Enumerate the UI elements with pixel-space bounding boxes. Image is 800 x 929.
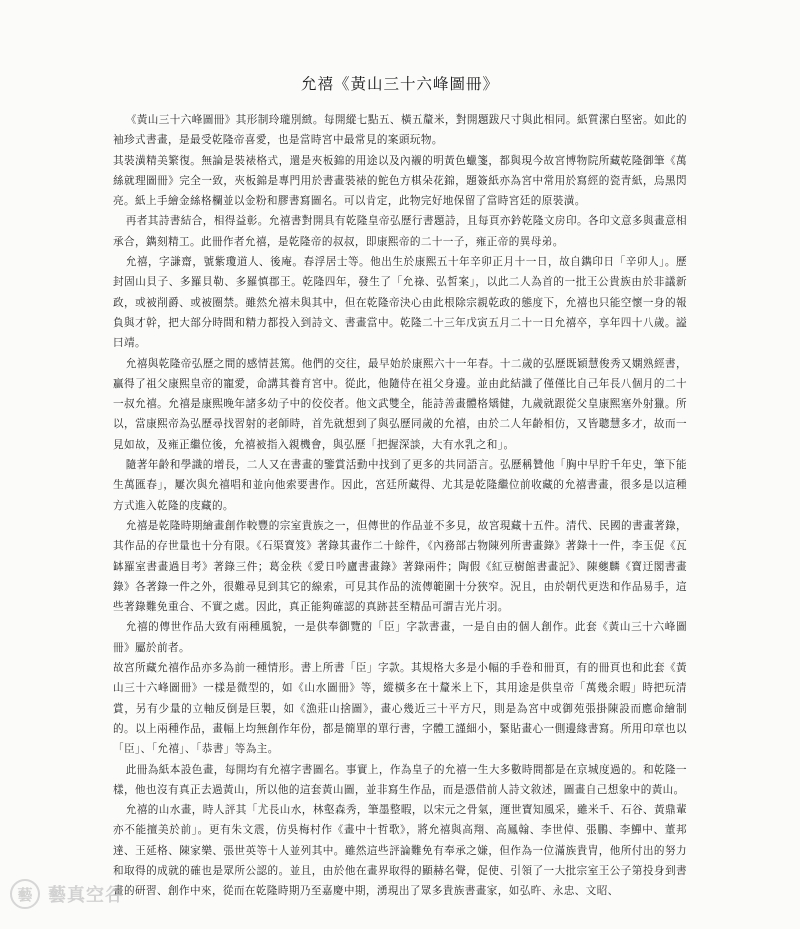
paragraph: 故宮所藏允禧作品亦多為前一種情形。書上所書「臣」字款。其規格大多是小幅的手卷和冊頁，有的冊頁也和此套《黃山三十六峰圖冊》一樣是微型的，如《山水圖冊》等，縱橫多在十釐米上下，其用途是供皇帝「萬幾余暇」時把玩清賞，另有少量的立軸反倒是巨製，如《漁莊山捨圖》，畫心幾近三十平方尺，則是為宮中或御苑張掛陳設而應命繪制的。以上兩種作品，畫幅上均無創作年份，都是簡單的單行書，字體工謹細小，緊貼畫心一側邊緣書寫。所用印章也以「臣」、「允禧」、「恭書」等為主。	[113, 662, 687, 756]
paragraph: 再者其詩書結合，相得益彰。允禧書對開具有乾隆皇帝弘歷行書題詩，且每頁亦鈐乾隆文房印。各印文意多與畫意相承合，鐫刻精工。此冊作者允禧，是乾隆帝的叔叔，即康熙帝的二十一子，雍正帝的異母弟。	[113, 215, 687, 248]
document-body	[113, 110, 687, 902]
paragraph: 隨著年齡和學識的增長，二人又在書畫的鑒賞活動中找到了更多的共同語言。弘歷稱贊他「胸中早貯千年史，筆下能生萬匯春」，屢次與允禧唱和並向他索要書作。因此，宮廷所藏得、尤其是乾隆繼位前收藏的允禧書畫，很多是以這種方式進入乾隆的庋藏的。	[113, 459, 687, 512]
paragraph: 此冊為紙本設色畫，每開均有允禧字書圖名。事實上，作為皇子的允禧一生大多數時間都是在京城度過的。和乾隆一樣，他也沒有真正去過黃山，所以他的這套黃山圖，並非寫生作品，而是憑借前人詩文敘述，圖畫自己想象中的黃山。	[113, 763, 687, 796]
paragraph: 允禧的傳世作品大致有兩種風貌，一是供奉御覽的「臣」字款書畫，一是自由的個人創作。此套《黃山三十六峰圖冊》屬於前者。	[113, 621, 687, 654]
watermark	[10, 874, 124, 914]
paragraph: 允禧是乾隆時期繪畫創作較豐的宗室貴族之一，但傳世的作品並不多見，故宮現藏十五件。清代、民國的書畫著錄，其作品的存世量也十分有限。《石渠寶笈》著錄其畫作二十餘件，《內務部古物陳列所書畫錄》著錄十一件，李玉促《瓦缽羅室書畫過目考》著錄三件；葛金秩《愛日吟廬書畫錄》著錄兩件；陶假《紅豆樹館書畫記》、陳夔麟《寶迂閣書畫錄》各著錄一件之外，很難尋見到其它的線索，可見其作品的流傳範圍十分狹窄。況且，由於朝代更迭和作品易手，這些著錄難免重合、不實之處。因此，真正能夠確認的真跡甚至精品可謂吉光片羽。	[113, 519, 687, 614]
paragraph: 其裝潢精美繁復。無論是裝裱格式，還是夾板錦的用途以及內襯的明黃色蠟箋，都與現今故宮博物院所藏乾隆御筆《萬絲就理圖冊》完全一致，夾板錦是專門用於書畫裝裱的鮀色方棋朵花錦，題簽紙亦為宮中常用於寫經的瓷青紙，烏黑閃亮。紙上手繪金絲格欄並以金粉和膠書寫圖名。可以肯定，此物完好地保留了當時宮廷的原裝潢。	[113, 154, 687, 208]
paragraph: 《黃山三十六峰圖冊》其形制玲瓏別緻。每開縱七點五、橫五釐米，對開題跋尺寸與此相同。紙質潔白堅密。如此的袖珍式書畫，是最受乾隆帝喜愛，也是當時宮中最常見的案頭玩物。	[113, 114, 687, 147]
watermark-text: 藝真空谷	[48, 885, 124, 906]
document-title: 允禧《黃山三十六峰圖冊》	[300, 75, 499, 93]
paragraph: 允禧，字謙齋，號紫瓊道人、後庵。春浮居士等。他出生於康熙五十年辛卯正月十一日，故自鐫印日「辛卯人」。歷封固山貝子、多羅貝勒、多羅慎郡王。乾隆四年，發生了「允祿、弘皙案」，以此二人為首的一批王公貴族由於非議新政，或被削爵、或被圈禁。雖然允禧未與其中，但在乾隆帝決心由此根除宗親乾政的態度下，允禧也只能空懷一身的報負與才幹，把大部分時間和精力都投入到詩文、書畫當中。乾隆二十三年戊寅五月二十一日允禧卒，享年四十八歲。謚曰靖。	[113, 256, 687, 350]
watermark-logo-icon: 藝	[10, 879, 40, 909]
paragraph: 允禧的山水畫，時人評其「尤長山水，林壑森秀，筆墨整暇，以宋元之骨氣，運世寶知風采，雖米千、石谷、黃鼎輩亦不能擅美於前」。更有朱文震，仿吳梅村作《畫中十哲歌》，將允禧與高翔、高鳳翰、李世倬、張鵬、李鱓中、董邦達、王延格、陳家樂、張世英等十人並列其中。雖然這些評論難免有奉承之嫌，但作為一位滿族貴胄，他所付出的努力和取得的成就的確也是眾所公認的。並且，由於他在畫界取得的顯赫名聲，促使、引領了一大批宗室王公子第投身到書畫的研習、創作中來，從而在乾隆時期乃至嘉慶中期，湧現出了眾多貴族書畫家，如弘旿、永忠、文昭、	[113, 804, 687, 898]
paragraph: 允禧與乾隆帝弘歷之間的感情甚篤。他們的交往，最早始於康熙六十一年春。十二歲的弘歷既穎慧俊秀又嫻熟經書，贏得了祖父康熙皇帝的寵愛，命講其養育宮中。從此，他隨侍在祖父身邊。並由此結識了僅僅比自己年長八個月的二十一叔允禧。允禧是康熙晚年諸多幼子中的佼佼者。他文武雙全，能詩善畫體格矯健，九歲就跟從父皇康熙塞外射獵。所以，當康熙帝為弘歷尋找習射的老師時，首先就想到了與弘歷同歲的允禧，由於二人年齡相仿，又皆聰慧多才，故而一見如故，及雍正繼位後，允禧被指入親機會，與弘歷「把握深談，大有水乳之和」。	[113, 357, 687, 451]
